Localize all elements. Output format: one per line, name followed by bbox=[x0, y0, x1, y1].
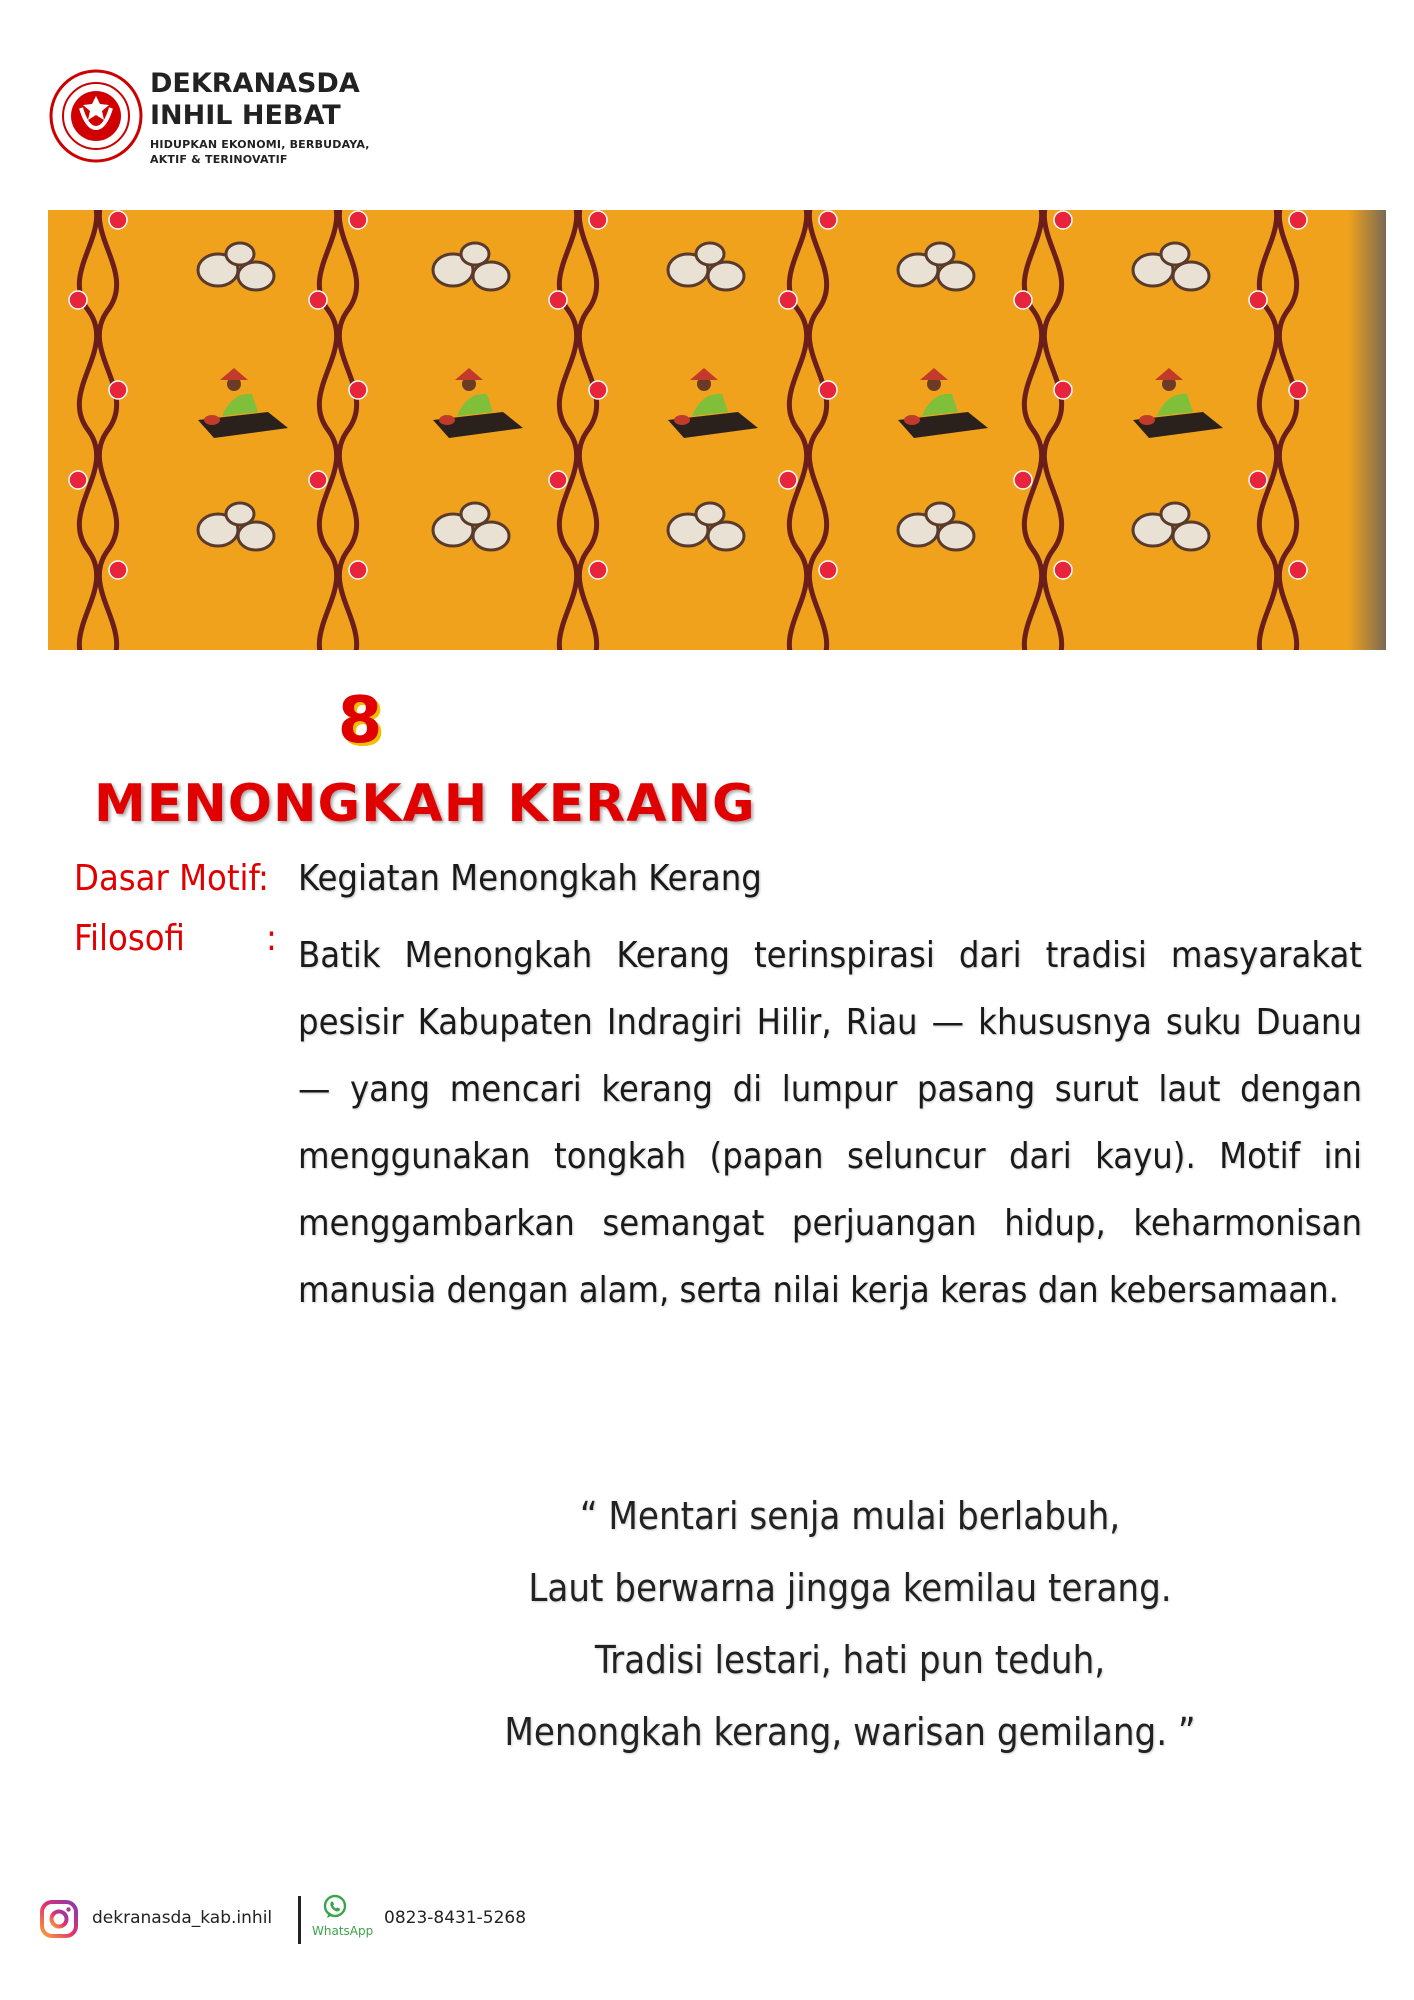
dasar-motif-label: Dasar Motif bbox=[74, 858, 260, 899]
footer bbox=[40, 1890, 740, 1950]
filosofi-colon: : bbox=[266, 918, 277, 959]
tagline-line1: HIDUPKAN EKONOMI, BERBUDAYA, bbox=[150, 138, 370, 151]
whatsapp-label: WhatsApp bbox=[312, 1924, 374, 1938]
whatsapp-number[interactable]: 0823-8431-5268 bbox=[384, 1908, 527, 1928]
poem-line: “ Mentari senja mulai berlabuh, bbox=[579, 1494, 1121, 1538]
poem-line: Menongkah kerang, warisan gemilang. ” bbox=[504, 1710, 1196, 1754]
dasar-colon: : bbox=[258, 858, 269, 899]
poem-line: Tradisi lestari, hati pun teduh, bbox=[594, 1638, 1106, 1682]
batik-fabric-image bbox=[48, 210, 1386, 650]
header bbox=[48, 62, 468, 172]
instagram-icon[interactable] bbox=[40, 1900, 78, 1938]
motif-title: MENONGKAH KERANG bbox=[94, 774, 756, 834]
org-name-line2: INHIL HEBAT bbox=[150, 100, 341, 131]
filosofi-label: Filosofi bbox=[74, 918, 185, 959]
tagline-line2: AKTIF & TERINOVATIF bbox=[150, 153, 288, 166]
dasar-motif-value: Kegiatan Menongkah Kerang bbox=[298, 858, 762, 899]
poem bbox=[420, 1480, 1280, 1768]
whatsapp-icon[interactable] bbox=[322, 1894, 348, 1920]
org-name-line1: DEKRANASDA bbox=[150, 68, 360, 99]
poem-line: Laut berwarna jingga kemilau terang. bbox=[528, 1566, 1172, 1610]
footer-divider bbox=[298, 1896, 301, 1944]
instagram-handle[interactable]: dekranasda_kab.inhil bbox=[92, 1908, 273, 1928]
dekranasda-logo-icon bbox=[48, 68, 144, 164]
filosofi-text: Batik Menongkah Kerang terinspirasi dari tradisi masyarakat pesisir Kabupaten Indragiri Hilir, Riau — khususnya suku Duanu — yang mencari kerang di lumpur pasang surut laut dengan menggunakan tongkah (papan seluncur dari kayu). Motif ini menggambarkan semangat perjuangan hidup, keharmonisan manusia dengan alam, serta nilai kerja keras dan kebersamaan. bbox=[298, 935, 1362, 1311]
item-number: 8 bbox=[337, 684, 383, 758]
